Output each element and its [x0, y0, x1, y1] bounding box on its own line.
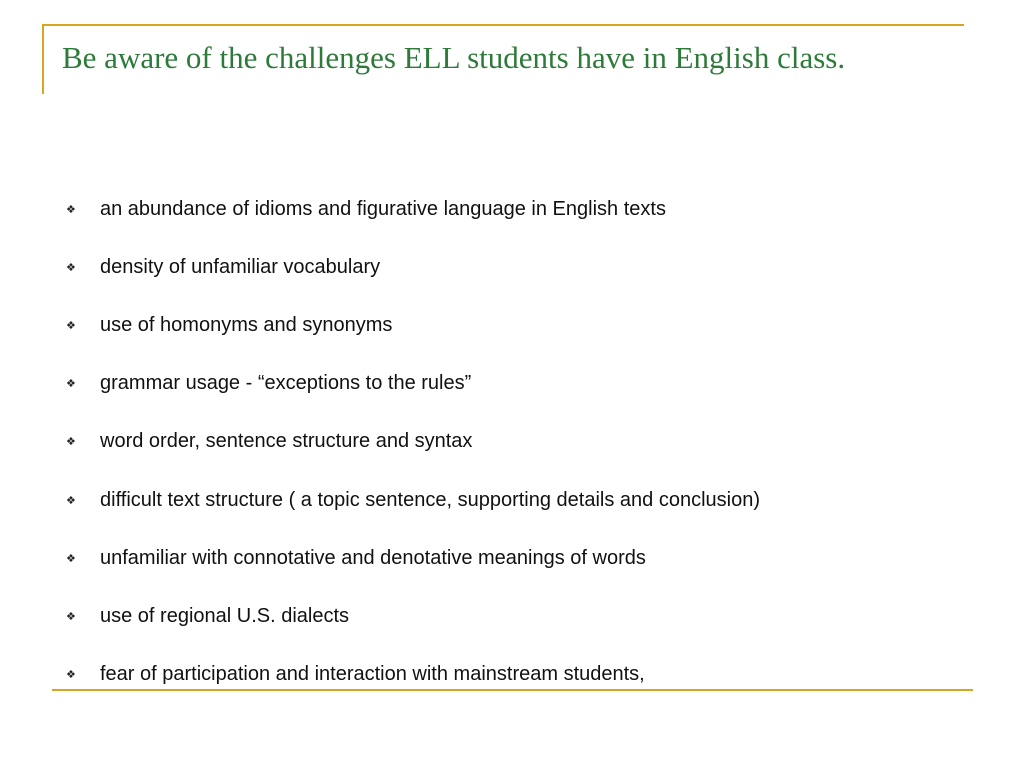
- bullet-item: [64, 413, 760, 471]
- bullet-text: unfamiliar with connotative and denotative meanings of words: [100, 546, 646, 569]
- bullet-text: difficult text structure ( a topic sentence, supporting details and conclusion): [100, 488, 760, 511]
- bullet-list: [64, 180, 760, 704]
- bullet-item: [64, 529, 760, 587]
- diamond-bullet-icon: ❖: [66, 202, 76, 216]
- top-accent-line: [42, 24, 964, 26]
- bullet-item: [64, 587, 760, 645]
- bullet-text: fear of participation and interaction with mainstream students,: [100, 663, 645, 686]
- bullet-item: [64, 180, 760, 238]
- diamond-bullet-icon: ❖: [66, 377, 76, 391]
- slide-title: Be aware of the challenges ELL students have in English class.: [62, 40, 846, 75]
- diamond-bullet-icon: ❖: [66, 493, 76, 507]
- diamond-bullet-icon: ❖: [66, 609, 76, 623]
- bullet-text: word order, sentence structure and syntax: [100, 430, 473, 453]
- bullet-item: [64, 238, 760, 296]
- diamond-bullet-icon: ❖: [66, 551, 76, 565]
- diamond-bullet-icon: ❖: [66, 260, 76, 274]
- bullet-text: density of unfamiliar vocabulary: [100, 255, 381, 278]
- bullet-item: [64, 646, 760, 704]
- diamond-bullet-icon: ❖: [66, 435, 76, 449]
- bullet-text: an abundance of idioms and figurative language in English texts: [100, 197, 666, 220]
- bullet-text: use of homonyms and synonyms: [100, 313, 393, 336]
- bullet-item: [64, 471, 760, 529]
- diamond-bullet-icon: ❖: [66, 668, 76, 682]
- left-accent-line: [42, 24, 44, 94]
- bullet-text: grammar usage - “exceptions to the rules”: [100, 372, 472, 395]
- bottom-accent-line: [52, 689, 973, 691]
- diamond-bullet-icon: ❖: [66, 318, 76, 332]
- bullet-text: use of regional U.S. dialects: [100, 604, 350, 627]
- bullet-item: [64, 296, 760, 354]
- bullet-item: [64, 355, 760, 413]
